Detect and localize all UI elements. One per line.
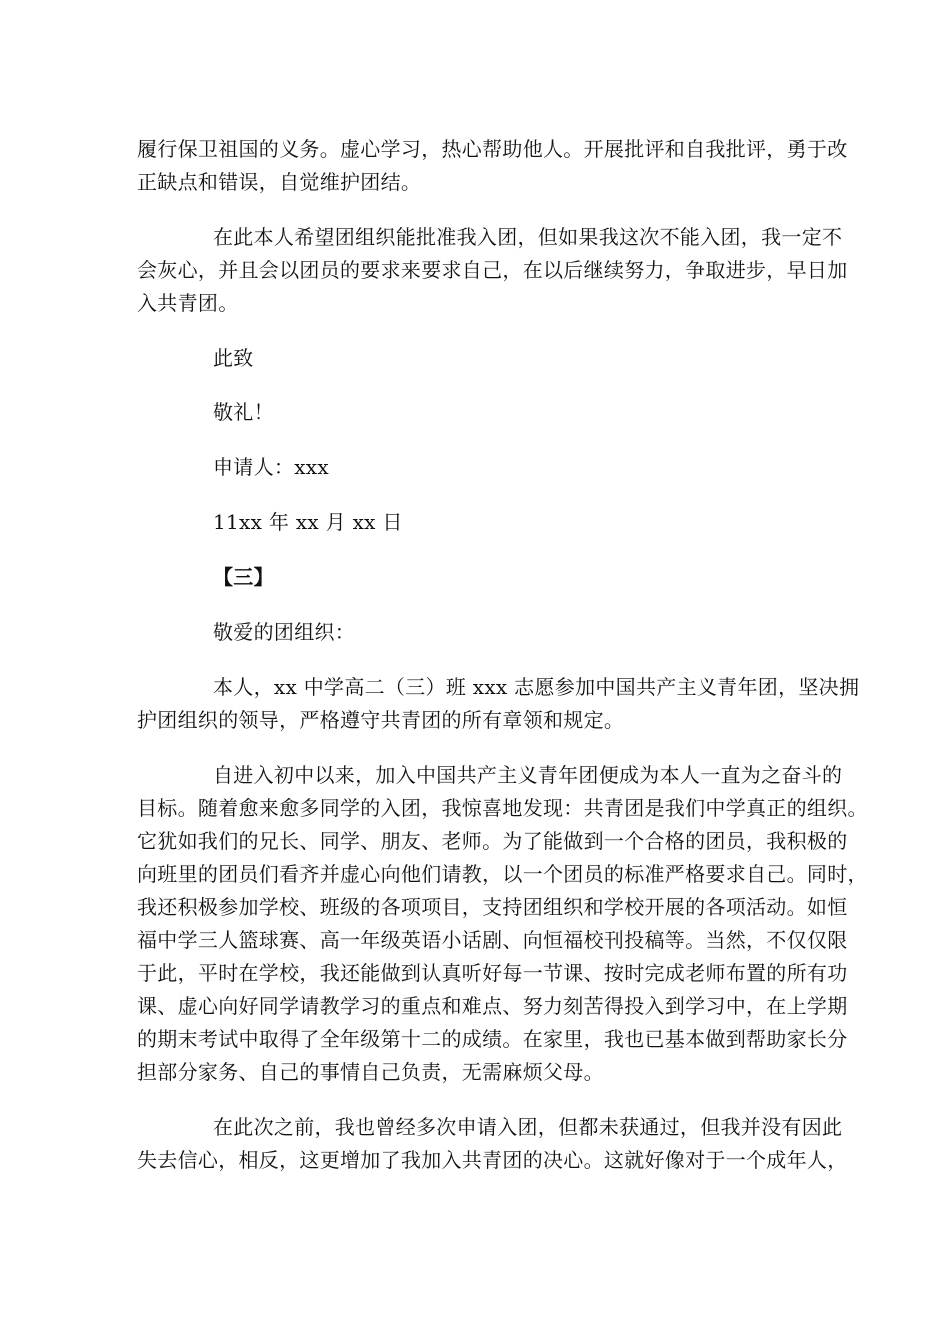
- paragraph-line: 本人，xx 中学高二（三）班 xxx 志愿参加中国共产主义青年团，坚决拥: [213, 675, 860, 699]
- paragraph-line: 入共青团。: [137, 291, 239, 315]
- paragraph-line: 向班里的团员们看齐并虚心向他们请教，以一个团员的标准严格要求自己。同时，: [137, 862, 868, 886]
- paragraph-line: 课、虚心向好同学请教学习的重点和难点、努力刻苦得投入到学习中，在上学期: [137, 994, 848, 1018]
- paragraph-line: 它犹如我们的兄长、同学、朋友、老师。为了能做到一个合格的团员，我积极的: [137, 829, 848, 853]
- section-heading: 【三】: [213, 565, 274, 589]
- paragraph-line: 护团组织的领导，严格遵守共青团的所有章领和规定。: [137, 708, 625, 732]
- paragraph-line: 会灰心，并且会以团员的要求来要求自己，在以后继续努力，争取进步，早日加: [137, 258, 848, 282]
- applicant-line: 申请人：xxx: [213, 455, 329, 479]
- paragraph-line: 自进入初中以来，加入中国共产主义青年团便成为本人一直为之奋斗的: [213, 763, 843, 787]
- paragraph-line: 目标。随着愈来愈多同学的入团，我惊喜地发现：共青团是我们中学真正的组织。: [137, 796, 868, 820]
- paragraph-line: 我还积极参加学校、班级的各项项目，支持团组织和学校开展的各项活动。如恒: [137, 895, 848, 919]
- date-line: 11xx 年 xx 月 xx 日: [213, 510, 403, 534]
- closing-line: 此致: [213, 346, 254, 370]
- paragraph-line: 担部分家务、自己的事情自己负责，无需麻烦父母。: [137, 1060, 604, 1084]
- paragraph-line: 履行保卫祖国的义务。虚心学习，热心帮助他人。开展批评和自我批评，勇于改: [137, 137, 848, 161]
- closing-regards: 敬礼！: [213, 400, 274, 424]
- paragraph-line: 于此，平时在学校，我还能做到认真听好每一节课、按时完成老师布置的所有功: [137, 961, 848, 985]
- paragraph-line: 福中学三人篮球赛、高一年级英语小话剧、向恒福校刊投稿等。当然，不仅仅限: [137, 928, 848, 952]
- paragraph-line: 的期末考试中取得了全年级第十二的成绩。在家里，我也已基本做到帮助家长分: [137, 1027, 848, 1051]
- paragraph-line: 正缺点和错误，自觉维护团结。: [137, 170, 422, 194]
- paragraph-line: 失去信心，相反，这更增加了我加入共青团的决心。这就好像对于一个成年人，: [137, 1148, 848, 1172]
- paragraph-line: 在此本人希望团组织能批准我入团，但如果我这次不能入团，我一定不: [213, 225, 843, 249]
- salutation: 敬爱的团组织：: [213, 620, 356, 644]
- paragraph-line: 在此次之前，我也曾经多次申请入团，但都未获通过，但我并没有因此: [213, 1115, 843, 1139]
